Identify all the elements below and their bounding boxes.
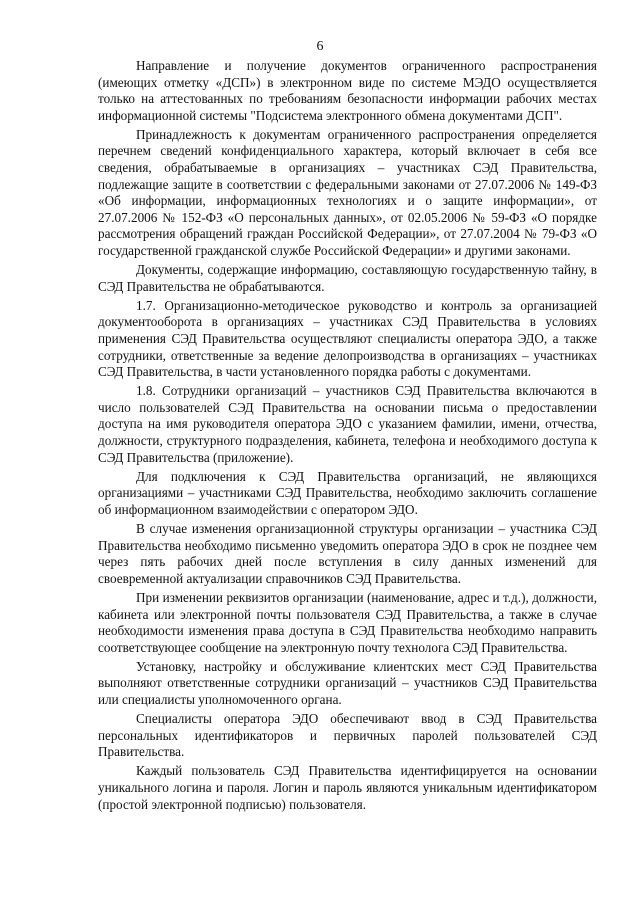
paragraph-identifiers: Специалисты оператора ЭДО обеспечивают ввод в СЭД Правительства персональных идентификаторов и первичных паролей пользователей СЭД Правительства. [98,711,597,760]
page-number: 6 [316,39,324,54]
paragraph-dsp-exchange: Направление и получение документов ограниченного распространения (имеющих отметку «ДСП») в электронном виде по системе МЭДО осуществляется только на аттестованных по требованиям безопасности информации рабочих местах информационной системы "Подсистема электронного обмена документами ДСП". [98,58,597,123]
document-body [98,58,597,816]
paragraph-section-1-7: 1.7. Организационно-методическое руководство и контроль за организацией документооборота в организациях – участниках СЭД Правительства в условиях применения СЭД Правительства осуществляют специалисты оператора ЭДО, а также сотрудники, ответственные за ведение делопроизводства в организациях – участниках СЭД Правительства, в части установленного порядка работы с документами. [98,297,597,380]
paragraph-section-1-8: 1.8. Сотрудники организаций – участников СЭД Правительства включаются в число пользователей СЭД Правительства на основании письма о предоставлении доступа на имя руководителя оператора ЭДО с указанием фамилии, имени, отчества, должности, структурного подразделения, кабинета, телефона и необходимого доступа к СЭД Правительства (приложение). [98,383,597,465]
paragraph-restricted-documents: Принадлежность к документам ограниченного распространения определяется перечнем сведений конфиденциального характера, который включает в себя все сведения, обрабатываемые в организациях – участниках СЭД Правительства, подлежащие защите в соответствии с федеральными законами от 27.07.2006 № 149-ФЗ «Об информации, информационных технологиях и о защите информации», от 27.07.2006 № 152-ФЗ «О персональных данных», от 02.05.2006 № 59-ФЗ «О порядке рассмотрения обращений граждан Российской Федерации», от 27.07.2004 № 79-ФЗ «О государственной гражданской службе Российской Федерации» и другими законами. [98,126,597,259]
paragraph-structure-change: В случае изменения организационной структуры организации – участника СЭД Правительства необходимо письменно уведомить оператора ЭДО в срок не позднее чем через пять рабочих дней после вступления в силу данных изменений для своевременной актуализации справочников СЭД Правительства. [98,521,597,586]
paragraph-connection-agreement: Для подключения к СЭД Правительства организаций, не являющихся организациями – участниками СЭД Правительства, необходимо заключить соглашение об информационном взаимодействии с оператором ЭДО. [98,468,597,517]
paragraph-login-password: Каждый пользователь СЭД Правительства идентифицируется на основании уникального логина и пароля. Логин и пароль являются уникальным идентификатором (простой электронной подписью) пользователя. [98,763,597,812]
paragraph-state-secret: Документы, содержащие информацию, составляющую государственную тайну, в СЭД Правительства не обрабатываются. [98,262,597,294]
paragraph-client-setup: Установку, настройку и обслуживание клиентских мест СЭД Правительства выполняют ответственные сотрудники организаций – участников СЭД Правительства или специалисты уполномоченного органа. [98,658,597,707]
paragraph-requisites-change: При изменении реквизитов организации (наименование, адрес и т.д.), должности, кабинета или электронной почты пользователя СЭД Правительства, а также в случае необходимости изменения права доступа в СЭД Правительства необходимо направить соответствующее сообщение на электронную почту технолога СЭД Правительства. [98,589,597,655]
